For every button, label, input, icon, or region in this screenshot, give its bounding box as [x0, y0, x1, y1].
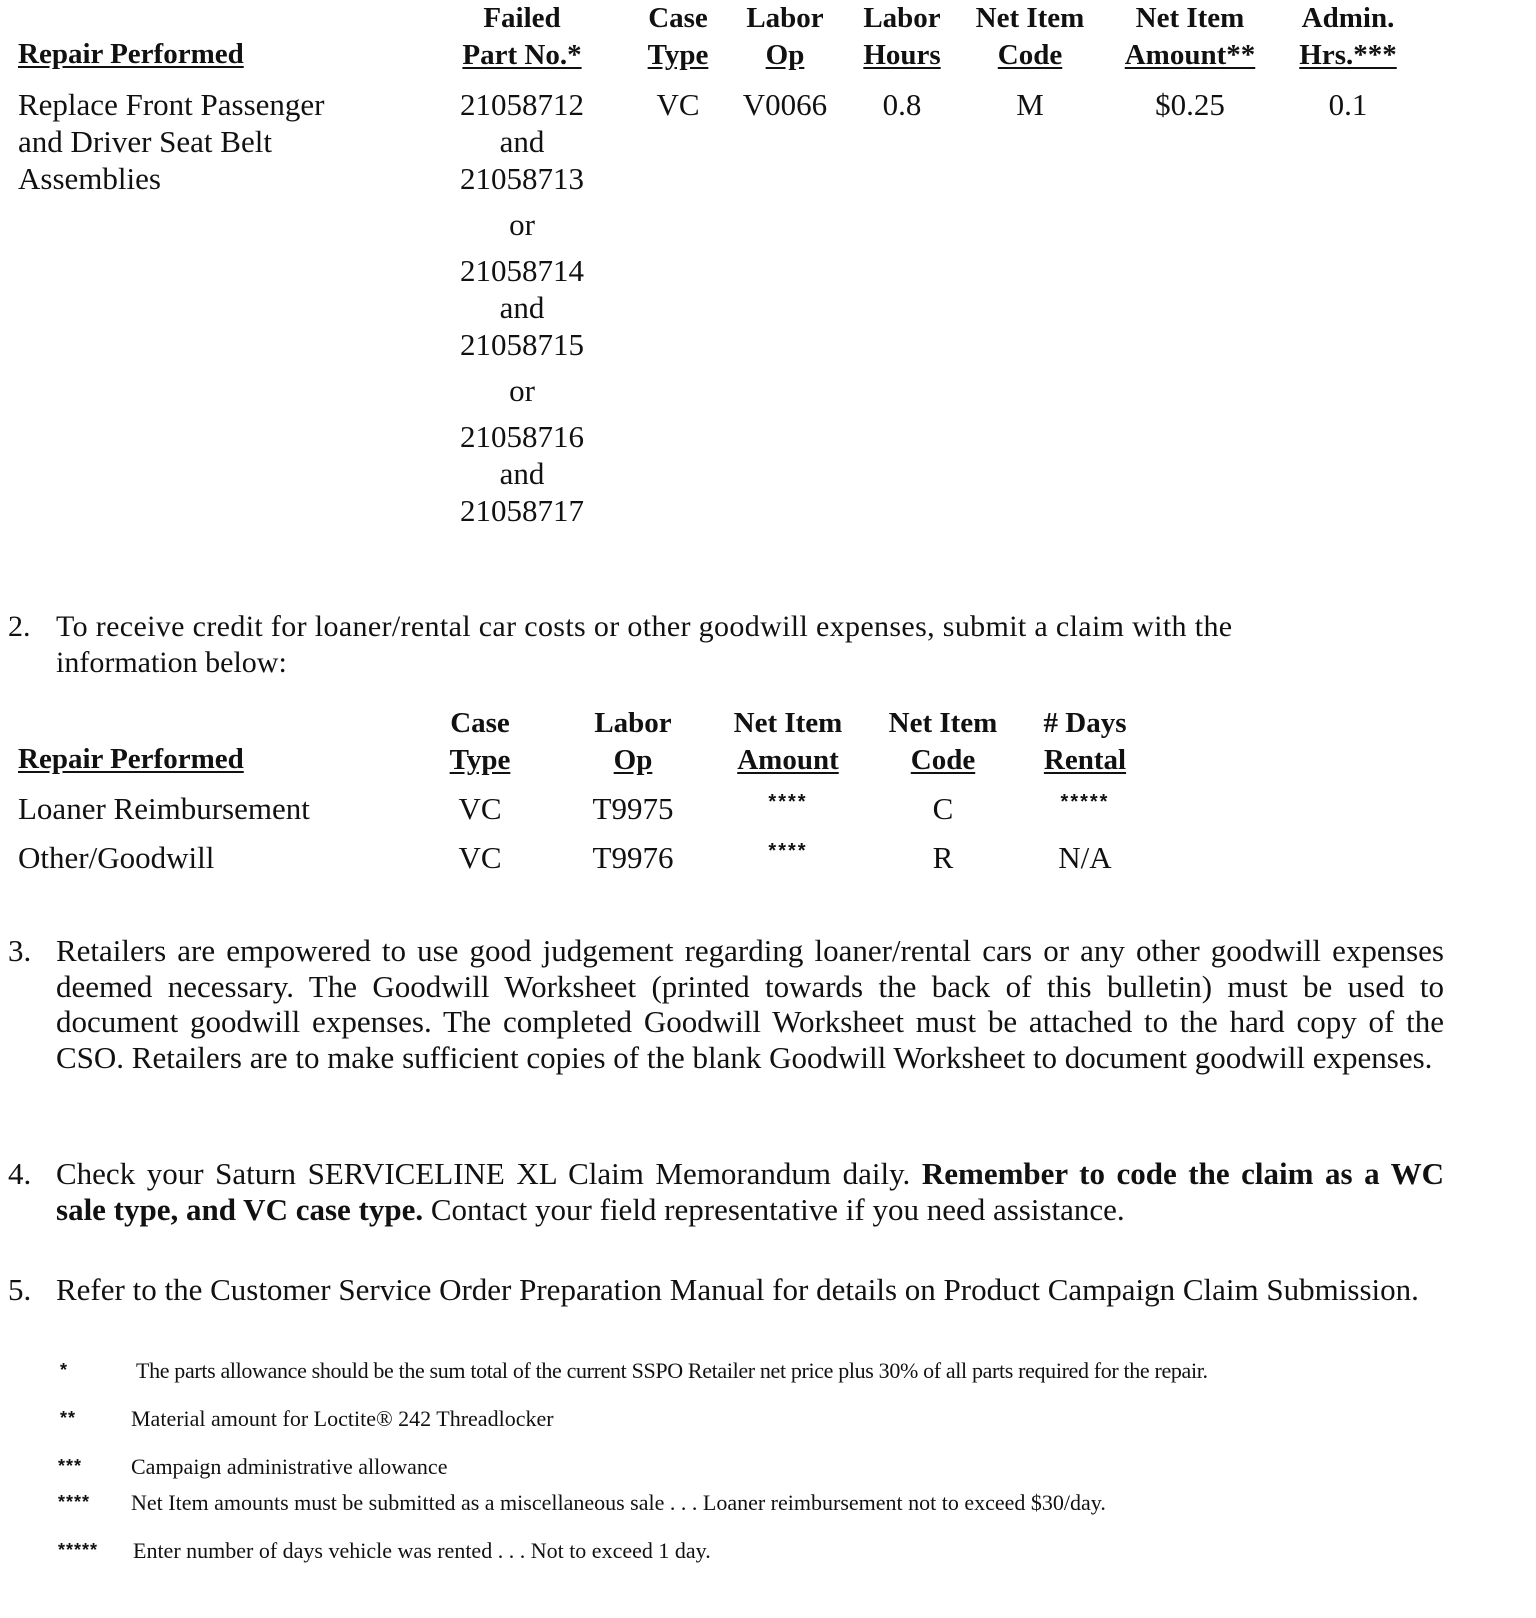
header-line-1: Labor — [746, 2, 824, 34]
item-4-text-a: Check your Saturn SERVICELINE XL Claim Memorandum daily. — [56, 1156, 922, 1191]
header-labor-op — [735, 0, 835, 74]
net-item-code-value: M — [1016, 87, 1044, 122]
repair-line: Assemblies — [18, 161, 161, 196]
header-line-2: Part No.* — [462, 39, 582, 71]
footnote-text: Material amount for Loctite® 242 Threadlocker — [131, 1406, 554, 1431]
footnote-mark: ** — [60, 1408, 77, 1428]
header-line-2: Type — [449, 744, 511, 776]
repair-cell: Loaner Reimbursement — [18, 791, 310, 826]
header-failed-part-no — [442, 0, 602, 74]
part-number: 21058715 — [460, 327, 584, 362]
case-type-cell: VC — [458, 791, 502, 826]
header-line-1: Labor — [863, 2, 941, 34]
header-line-2: Op — [613, 744, 653, 776]
header-label: Repair Performed — [18, 38, 244, 70]
header-line-1: Net Item — [733, 707, 843, 739]
part-connector: and — [499, 124, 545, 159]
net-item-code-cell: R — [932, 840, 954, 875]
net-item-amount-cell: **** — [768, 791, 808, 813]
repair-description — [18, 86, 324, 197]
header-net-item-code — [873, 705, 1013, 779]
part-number: 21058714 — [460, 253, 584, 288]
header-line-1: Net Item — [888, 707, 998, 739]
header-case-type — [425, 705, 535, 779]
header-line-2: Amount — [737, 744, 839, 776]
header-line-1: Admin. — [1301, 2, 1395, 34]
labor-op-value: V0066 — [742, 87, 828, 122]
days-rental-cell: ***** — [1060, 791, 1110, 813]
item-2-text — [56, 609, 1436, 681]
header-line-1: Failed — [483, 2, 561, 34]
header-line-2: Op — [765, 39, 805, 71]
footnote-text: Enter number of days vehicle was rented . . . Not to exceed 1 day. — [133, 1538, 711, 1563]
net-item-amount-cell: **** — [768, 840, 808, 862]
item-5-text: Refer to the Customer Service Order Preparation Manual for details on Product Campaign Claim Submission. — [56, 1272, 1419, 1307]
header-line-2: Hrs.*** — [1299, 39, 1397, 71]
part-connector: or — [509, 207, 535, 242]
header-line-2: Hours — [863, 39, 941, 71]
labor-op-cell: T9975 — [592, 791, 674, 826]
part-connector: and — [499, 290, 545, 325]
header-line-2: Type — [647, 39, 709, 71]
header-line-2: Rental — [1043, 744, 1127, 776]
header-repair-performed — [18, 741, 244, 778]
footnote-text: Net Item amounts must be submitted as a miscellaneous sale . . . Loaner reimbursement not to exceed $30/day. — [131, 1490, 1106, 1515]
net-item-amount-value: $0.25 — [1155, 87, 1225, 122]
case-type-value: VC — [656, 87, 700, 122]
header-line-2: Code — [997, 39, 1063, 71]
item-number: 3. — [8, 933, 32, 968]
part-number: 21058713 — [460, 161, 584, 196]
part-number: 21058716 — [460, 419, 584, 454]
header-labor-op — [578, 705, 688, 779]
item-number: 5. — [8, 1272, 32, 1307]
days-rental-cell: N/A — [1058, 840, 1112, 875]
item-number: 2. — [8, 610, 31, 643]
item-4-text-b: Contact your field representative if you need assistance. — [423, 1192, 1125, 1227]
part-number: 21058712 — [460, 87, 584, 122]
header-line-1: Labor — [594, 707, 672, 739]
header-line-1: Net Item — [975, 2, 1085, 34]
part-numbers — [442, 86, 602, 529]
footnote-mark: * — [60, 1360, 69, 1380]
header-line-2: Code — [910, 744, 976, 776]
header-line-1: # Days — [1043, 707, 1127, 739]
part-connector: and — [499, 456, 545, 491]
table-row-goodwill — [0, 839, 1200, 879]
admin-hrs-value: 0.1 — [1328, 87, 1368, 122]
labor-op-cell: T9976 — [592, 840, 674, 875]
table-row-loaner — [0, 790, 1200, 830]
header-line-1: Net Item — [1135, 2, 1245, 34]
item-4-text — [56, 1156, 1444, 1228]
footnote-mark: **** — [58, 1492, 91, 1512]
header-line-1: Case — [648, 2, 708, 34]
header-admin-hrs — [1283, 0, 1413, 74]
item-number: 4. — [8, 1156, 32, 1191]
item-2-line-1: To receive credit for loaner/rental car costs or other goodwill expenses, submit a claim with the — [56, 610, 1233, 643]
footnote-mark: *** — [58, 1456, 83, 1476]
header-net-item-amount — [718, 705, 858, 779]
net-item-code-cell: C — [932, 791, 954, 826]
labor-hours-value: 0.8 — [882, 87, 922, 122]
header-label: Repair Performed — [18, 743, 244, 775]
header-case-type — [628, 0, 728, 74]
repair-cell: Other/Goodwill — [18, 840, 215, 875]
repair-line: and Driver Seat Belt — [18, 124, 272, 159]
case-type-cell: VC — [458, 840, 502, 875]
header-repair-performed — [18, 36, 244, 73]
header-line-1: Case — [450, 707, 510, 739]
header-line-2: Amount** — [1124, 39, 1256, 71]
part-number: 21058717 — [460, 493, 584, 528]
item-3-text: Retailers are empowered to use good judgement regarding loaner/rental cars or any other goodwill expenses deemed necessary. The Goodwill Worksheet (printed towards the back of this bulletin) must be used to document goodwill expenses. The completed Goodwill Worksheet must be attached to the hard copy of the CSO. Retailers are to make sufficient copies of the blank Goodwill Worksheet to document goodwill expenses. — [56, 933, 1444, 1075]
item-4-text-bold: Remember to code the claim as a WC sale type, and VC case type. — [56, 1156, 1444, 1227]
header-labor-hours — [852, 0, 952, 74]
header-net-item-amount — [1110, 0, 1270, 74]
footnote-mark: ***** — [58, 1540, 99, 1560]
footnote-text: The parts allowance should be the sum total of the current SSPO Retailer net price plus 30% of all parts required for the repair. — [136, 1358, 1208, 1383]
footnote-text: Campaign administrative allowance — [131, 1454, 448, 1479]
header-net-item-code — [965, 0, 1095, 74]
header-days-rental — [1025, 705, 1145, 779]
repair-line: Replace Front Passenger — [18, 87, 325, 122]
part-connector: or — [509, 373, 535, 408]
item-2-line-2: information below: — [56, 646, 287, 679]
